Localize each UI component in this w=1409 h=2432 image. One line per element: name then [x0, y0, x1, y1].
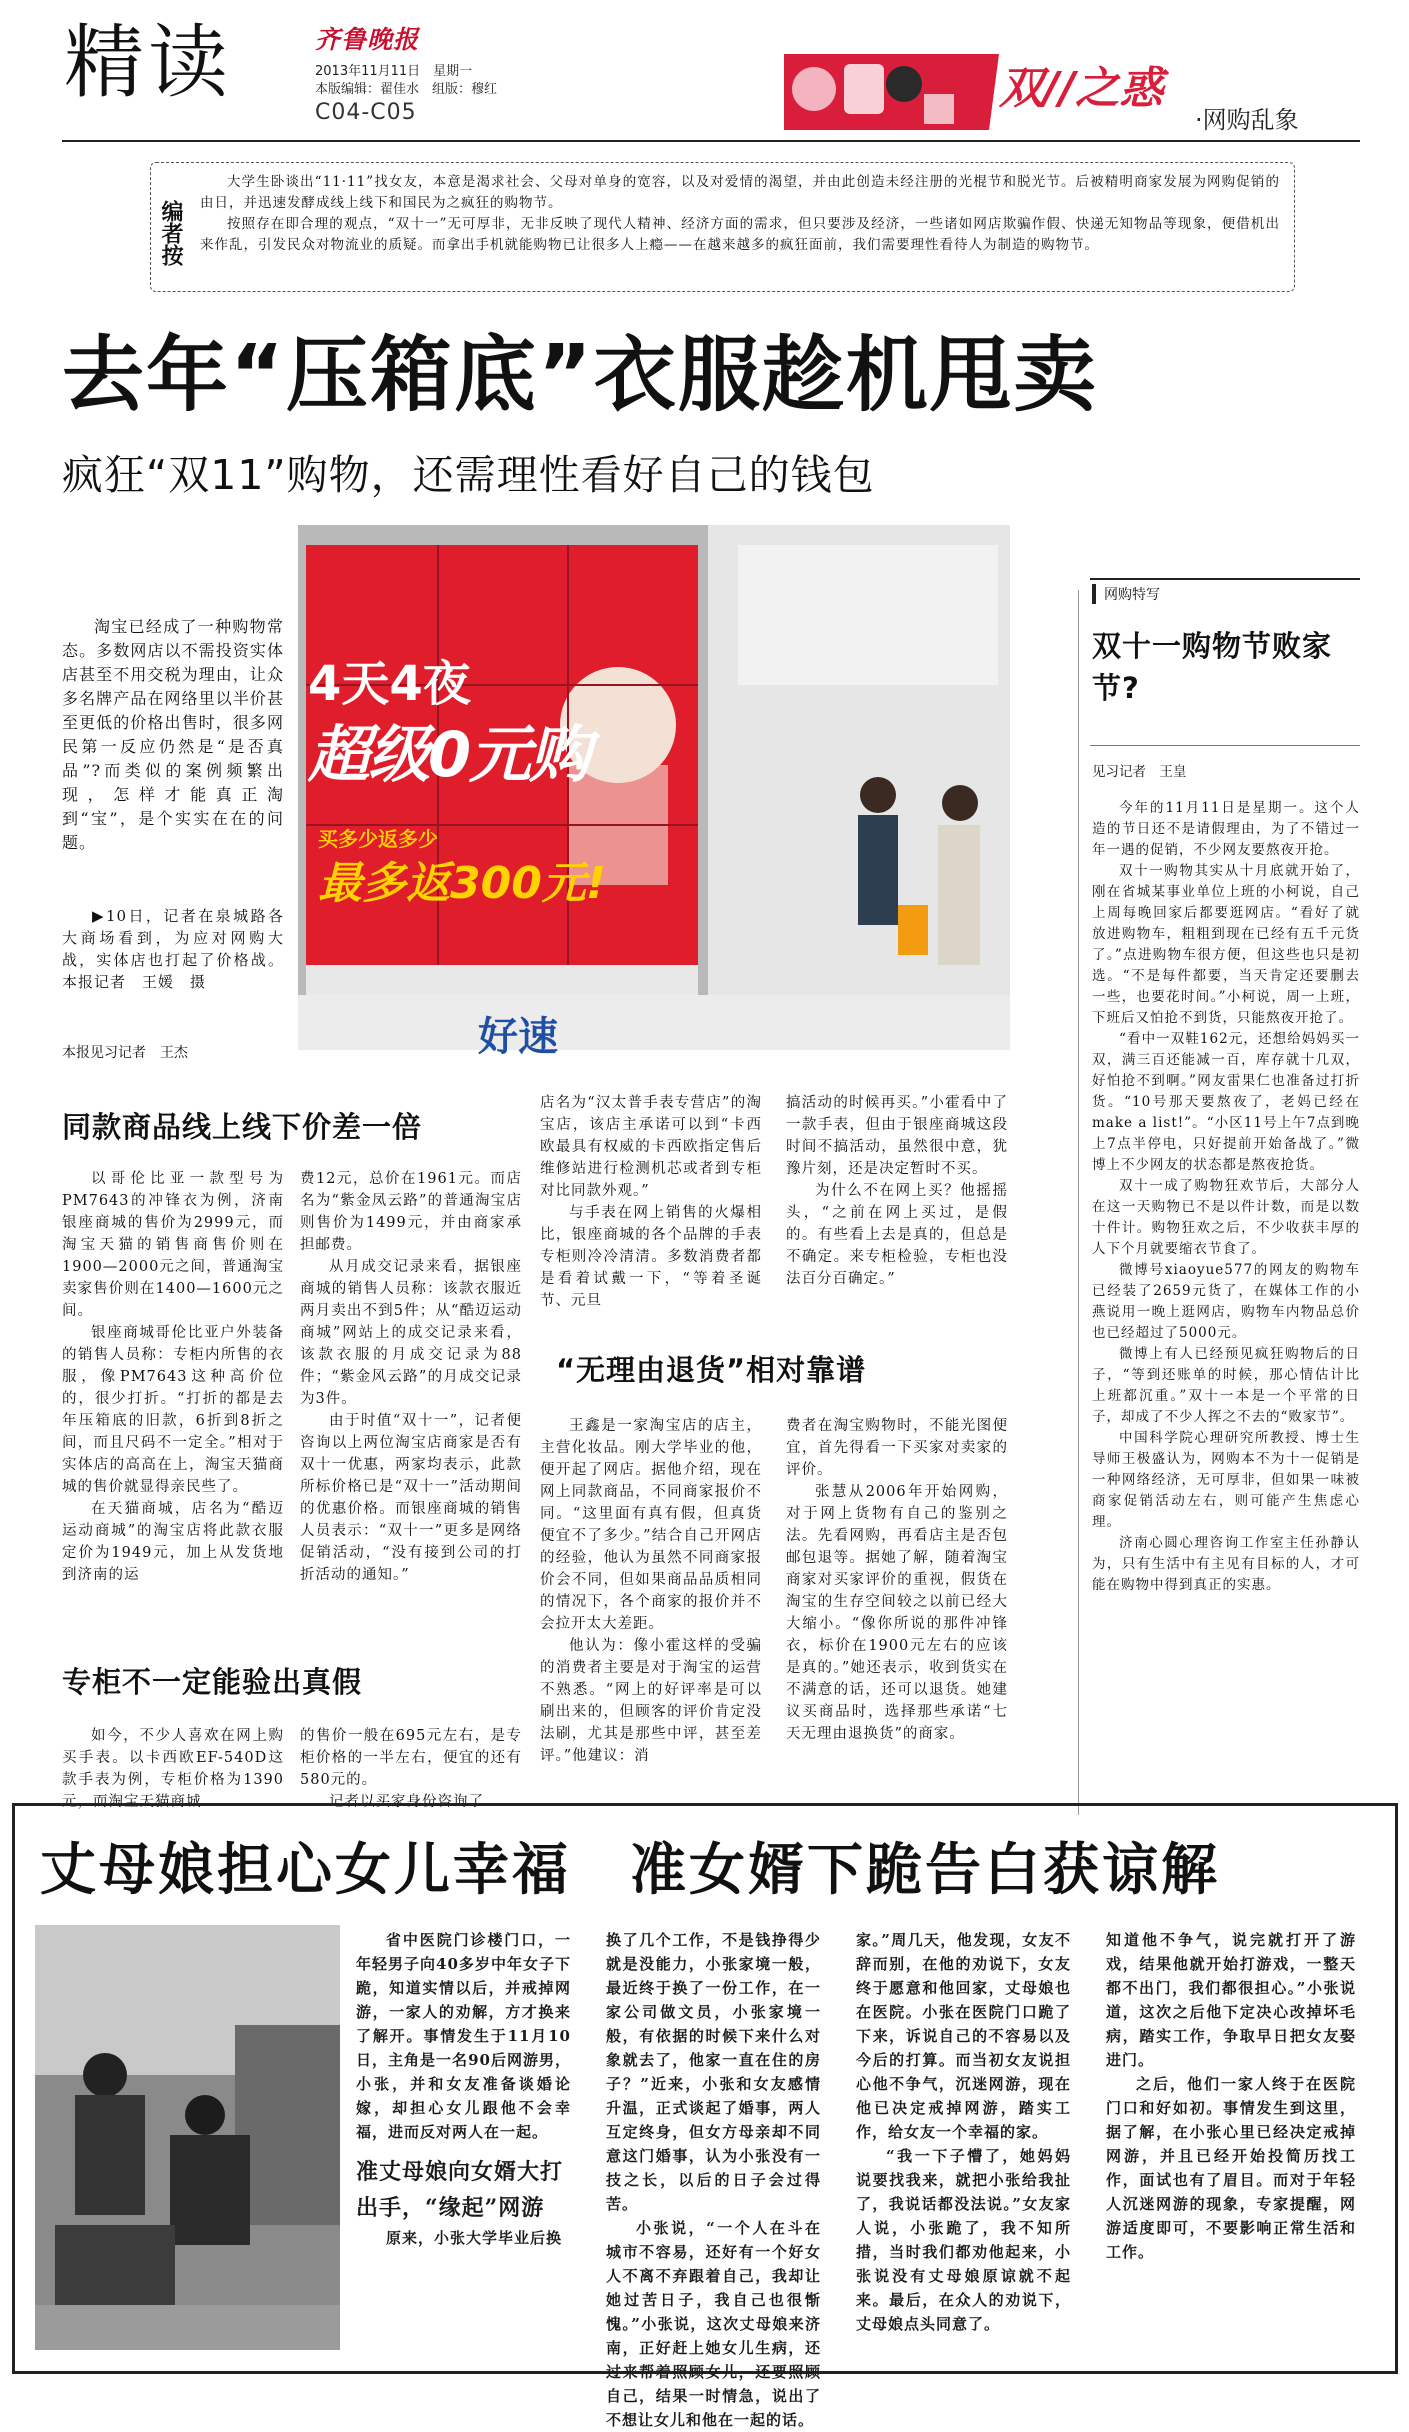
sidebar-p1: 今年的11月11日是星期一。这个人造的节日还不是请假理由，为了不错过一年一遇的促销，不少网友要熬夜开抢。: [1092, 800, 1360, 858]
sidebar-byline: 见习记者 王皇: [1092, 764, 1187, 780]
bottom-col3-p2: “我一下子懵了，她妈妈说要找我来，就把小张给我扯了，我说话都没法说。”女友家人说，小张跪了，我不知所措，当时我们都劝他起来，小张说没有丈母娘原谅就不起来。最后，在众人的劝说下，丈母娘点头同意了。: [856, 2147, 1071, 2333]
s1-col3-p1: 店名为“汉太普手表专营店”的淘宝店，该店主承诺可以到“卡西欧最具有权威的卡西欧指定售后维修站进行检测机芯或者到专柜对比同款外观。”: [540, 1095, 762, 1199]
s3-col3: [540, 1415, 762, 1815]
editor-note-p2: 按照存在即合理的观点，“双十一”无可厚非，无非反映了现代人精神、经济方面的需求，但只要涉及经济，一些诸如网店欺骗作假、快递无知物品等现象，便借机出来作乱，引发民众对物流业的质疑。而拿出手机就能购物已让很多人上瘾——在越来越多的疯狂面前，我们需要理性看待人为制造的购物节。: [200, 216, 1280, 253]
header-rule: [62, 140, 1360, 142]
sidebar-p4: 双十一成了购物狂欢节后，大部分人在这一天购物已不是以件计数，而是以数十件计。购物狂欢之后，不少收获丰厚的人下个月就要缩衣节食了。: [1092, 1178, 1360, 1257]
sidebar-divider: [1078, 590, 1079, 1815]
sidebar-p3: “看中一双鞋162元，还想给妈妈买一双，满三百还能减一百，库存就十几双，好怕抢不到啊。”网友雷果仁也准备过打折货。“10号那天要熬夜了，老妈已经在make a list!”。“小区11号上午7点到晚上7点半停电，只好提前开始备战了。”微博上不少网友的状态都是熬夜抢货。: [1092, 1031, 1360, 1173]
banner-text: 双//之惑: [999, 63, 1164, 114]
s1-col1-p1: 以哥伦比亚一款型号为PM7643的冲锋衣为例，济南银座商城的售价为2999元，而淘宝天猫的销售商售价则在1900—2000元之间，普通淘宝卖家售价则在1400—1600元之间。: [62, 1171, 284, 1319]
sidebar-title: [1092, 625, 1342, 709]
screen-text-small: 买多少返多少: [318, 827, 438, 851]
s1-col3-p2: 与手表在网上销售的火爆相比，银座商城的各个品牌的手表专柜则冷冷清清。多数消费者都是看着试戴一下，“等着圣诞节、元旦: [540, 1205, 762, 1309]
bottom-col1: [356, 1928, 571, 2353]
page-numbers: C04-C05: [315, 100, 417, 125]
bottom-col4-p2: 之后，他们一家人终于在医院门口和好如初。事情发生到这里，据了解，在小张心里已经决定戒掉网游，并且已经开始投简历找工作，面试也有了眉目。而对于年轻人沉迷网游的现象，专家提醒，网游适度即可，不要影响正常生活和工作。: [1106, 2075, 1356, 2261]
photo-caption-text: ▶10日，记者在泉城路各大商场看到，为应对网购大战，实体店也打起了价格战。 本报记者 王媛 摄: [62, 907, 284, 991]
intro-paragraph: 淘宝已经成了一种购物常态。多数网店以不需投资实体店甚至不用交税为理由，让众多名牌产品在网络里以半价甚至更低的价格出售时，很多网民第一反应仍然是“是否真品”?而类似的案例频繁出现，怎样才能真正淘到“宝”，是个实实在在的问题。: [62, 617, 284, 852]
bottom-col4-p1: 知道他不争气，说完就打开了游戏，结果他就开始打游戏，一整天都不出门，我们都很担心。”小张说道，这次之后他下定决心改掉坏毛病，踏实工作，争取早日把女友娶进门。: [1106, 1931, 1356, 2069]
editor-note-text: [200, 172, 1280, 256]
sidebar-title-text: 双十一购物节败家节?: [1092, 629, 1333, 705]
bottom-col3-p1: 家。”周几天，他发现，女友不辞而别，在他的劝说下，女友终于愿意和他回家，丈母娘也在医院。小张在医院门口跪了下来，诉说自己的不容易以及今后的打算。而当初女友说担心他不争气，沉迷网游，现在他已决定戒掉网游，踏实工作，给女友一个幸福的家。: [856, 1931, 1071, 2141]
s2-col2-p2: 记者以买家身份咨询了: [329, 1794, 484, 1810]
sub-headline: 疯狂“双11”购物，还需理性看好自己的钱包: [62, 451, 875, 499]
s3-col3-p2: 他认为：像小霍这样的受骗的消费者主要是对于淘宝的运营不熟悉。“网上的好评率是可以刷出来的，但顾客的评价肯定没法刷，尤其是那些中评，甚至差评。”他建议：消: [540, 1638, 762, 1764]
s1-col3: [540, 1092, 762, 1324]
bottom-col3: [856, 1928, 1071, 2353]
s3-col4: [786, 1415, 1008, 1815]
s1-col1-p3: 在天猫商城，店名为“酷迈运动商城”的淘宝店将此款衣服定价为1949元，加上从发货地到济南的运: [62, 1501, 284, 1583]
s1-col4-p1: 搞活动的时候再买。”小霍看中了一款手表，但由于银座商城这段时间不搞活动，虽然很中意，犹豫片刻，还是决定暂时不买。: [786, 1095, 1008, 1177]
s1-col2-p3: 由于时值“双十一”，记者便咨询以上两位淘宝店商家是否有双十一优惠，两家均表示，此款所标价格已是“双十一”活动期间的优惠价格。而银座商城的销售人员表示：“双十一”更多是网络促销活动，“没有接到公司的打折活动的通知。”: [300, 1413, 522, 1583]
s3-col4-p2: 张慧从2006年开始网购，对于网上货物有自己的鉴别之法。先看网购，再看店主是否包邮包退等。据她了解，随着淘宝商家对买家评价的重视，假货在淘宝的生存空间较之以前已经大大缩小。“像你所说的那件冲锋衣，标价在1900元左右的应该是真的。”她还表示，收到货实在不满意的话，还可以退货。她建议买商品时，选择那些承诺“七天无理由退换货”的商家。: [786, 1484, 1008, 1742]
banner-subtitle: ·网购乱象: [1195, 106, 1299, 134]
s1-col2-p2: 从月成交记录来看，据银座商城的销售人员称：该款衣服近两月卖出不到5件；从“酷迈运动商城”网站上的成交记录来看，该款衣服的月成交记录为88件；“紫金风云路”的月成交记录为3件。: [300, 1259, 522, 1407]
section3-title: “无理由退货”相对靠谱: [556, 1353, 867, 1387]
main-byline: 本报见习记者 王杰: [62, 1045, 188, 1061]
bottom-subhead: [356, 2154, 571, 2226]
sidebar-tag: 网购特写: [1092, 584, 1168, 604]
screen-text-line3: 最多返300元!: [318, 858, 606, 909]
s1-col4-p2: 为什么不在网上买？他摇摇头，“之前在网上买过，是假的。有些看上去是真的，但总是不确定。来专柜检验，专柜也没法百分百确定。”: [786, 1183, 1008, 1287]
bottom-col2-p1: 换了几个工作，不是钱挣得少就是没能力，小张家境一般，最近终于换了一份工作，在一家公司做文员，小张家境一般，有依据的时候下来什么对象就去了，他家一直在住的房子？”近来，小张和女友感情升温，正式谈起了婚事，两人互定终身，但女方母亲却不同意这门婚事，认为小张没有一技之长，以后的日子会过得苦。: [606, 1931, 821, 2213]
main-headline: 去年“压箱底”衣服趁机甩卖: [62, 328, 1098, 423]
s2-col1-p1: 如今，不少人喜欢在网上购买手表。以卡西欧EF-540D这款手表为例，专柜价格为1390元，而淘宝天猫商城: [62, 1728, 284, 1810]
section1-title: 同款商品线上线下价差一倍: [62, 1110, 423, 1144]
section-title: 精读: [64, 16, 232, 109]
bottom-col4: [1106, 1928, 1356, 2353]
page-editors: 本版编辑：翟佳水 组版：穆红: [315, 82, 498, 97]
store-sign: 好速: [478, 1014, 558, 1060]
bottom-col2-p2: 小张说，“一个人在斗在城市不容易，还好有一个好女人不离不弃跟着自己，我却让她过苦日子，我自己也很惭愧。”小张说，这次丈母娘来济南，正好赶上她女儿生病，还过来帮着照顾女儿，还要照顾自己，结果一时情急，说出了不想让女儿和他在一起的话。: [606, 2219, 821, 2429]
bottom-col1-p2: 原来，小张大学毕业后换: [386, 2229, 563, 2247]
sidebar-p2: 双十一购物其实从十月底就开始了，刚在省城某事业单位上班的小柯说，自己上周每晚回家后都要逛网店。“看好了就放进购物车，粗粗到现在已经有五千元货了。”点进购物车很方便，但这些也只是初选。“不是每件都要，当天肯定还要删去一些，也要花时间。”小柯说，周一上班，下班后又怕抢不到货，只能熬夜开抢了。: [1092, 863, 1360, 1026]
s1-col2-p1: 费12元，总价在1961元。而店名为“紫金凤云路”的普通淘宝店则售价为1499元，并由商家承担邮费。: [300, 1171, 522, 1253]
topic-banner: [784, 44, 1184, 130]
s2-col2-p1: 的售价一般在695元左右，是专柜价格的一半左右，便宜的还有580元的。: [300, 1728, 522, 1788]
sidebar-p8: 济南心圆心理咨询工作室主任孙静认为，只有生活中有主见有目标的人，才可能在购物中得到真正的实惠。: [1092, 1535, 1360, 1593]
bottom-col1-p1: 省中医院门诊楼门口，一年轻男子向40多岁中年女子下跪，知道实情以后，并戒掉网游，一家人的劝解，方才换来了解开。事情发生于11月10日，主角是一名90后网游男，小张，并和女友准备谈婚论嫁，却担心女儿跟他不会幸福，进而反对两人在一起。: [356, 1931, 571, 2141]
bottom-photo-scene: [35, 1925, 340, 2350]
intro-text: [62, 615, 284, 855]
s1-col2: [300, 1168, 522, 1658]
s1-col1: [62, 1168, 284, 1658]
s3-col4-p1: 费者在淘宝购物时，不能光图便宜，首先得看一下买家对卖家的评价。: [786, 1418, 1008, 1478]
bottom-headline: 丈母娘担心女儿幸福 准女婿下跪告白获谅解: [40, 1837, 1220, 1903]
sidebar-p5: 微博号xiaoyue577的网友的购物车已经装了2659元货了，在媒体工作的小燕说用一晚上逛网店，购物车内物品总价也已经超过了5000元。: [1092, 1262, 1360, 1341]
s2-col1: [62, 1725, 284, 1815]
photo-caption: [62, 905, 284, 993]
sidebar-title-rule: [1090, 745, 1360, 746]
screen-text-line1: 4天4夜: [308, 656, 471, 712]
bottom-col2: [606, 1928, 821, 2429]
s3-col3-p1: 王鑫是一家淘宝店的店主，主营化妆品。刚大学毕业的他，便开起了网店。据他介绍，现在网上同款商品，不同商家报价不同。“这里面有真有假，但真货便宜不了多少。”结合自己开网店的经验，他认为虽然不同商家报价会不同，但如果商品品质相同的情况下，各个商家的报价并不会拉开太大差距。: [540, 1418, 762, 1632]
editor-note-p1: 大学生卧谈出“11·11”找女友，本意是渴求社会、父母对单身的宽容，以及对爱情的渴望，并由此创造未经注册的光棍节和脱光节。后被精明商家发展为网购促销的由日，并迅速发酵成线上线下和国民为之疯狂的购物节。: [200, 174, 1280, 211]
sidebar-body: [1092, 798, 1360, 1818]
bottom-subhead-line2: 出手，“缘起”网游: [356, 2195, 545, 2221]
screen-text-line2: 超级0元购: [308, 718, 590, 791]
sidebar-p7: 中国科学院心理研究所教授、博士生导师王极盛认为，网购本不为十一促销是一种网络经济，无可厚非，但如果一味被商家促销活动左右，则可能产生焦虑心理。: [1092, 1430, 1360, 1530]
bottom-photo: [35, 1925, 340, 2350]
s1-col1-p2: 银座商城哥伦比亚户外装备的销售人员称：专柜内所售的衣服，像PM7643这种高价位的，很少打折。“打折的都是去年压箱底的旧款，6折到8折之间，而且尺码不一定全。”相对于实体店的高高在上，淘宝天猫商城的售价就显得亲民些了。: [62, 1325, 284, 1495]
news-photo: [298, 525, 1010, 1060]
sidebar-p6: 微博上有人已经预见疯狂购物后的日子，“等到还账单的时候，那心情估计比上班都沉重。”双十一本是一个平常的日子，却成了不少人挥之不去的“败家节”。: [1092, 1346, 1360, 1425]
issue-date: 2013年11月11日 星期一: [315, 64, 473, 79]
section2-title: 专柜不一定能验出真假: [62, 1665, 363, 1699]
s2-col2: [300, 1725, 522, 1815]
masthead-logo: 齐鲁晚报: [315, 25, 420, 54]
s1-col4: [786, 1092, 1008, 1324]
sidebar-top-rule: [1090, 578, 1360, 580]
bottom-subhead-line1: 准丈母娘向女婿大打: [356, 2159, 564, 2185]
editor-note-label: 编者按: [158, 200, 184, 266]
